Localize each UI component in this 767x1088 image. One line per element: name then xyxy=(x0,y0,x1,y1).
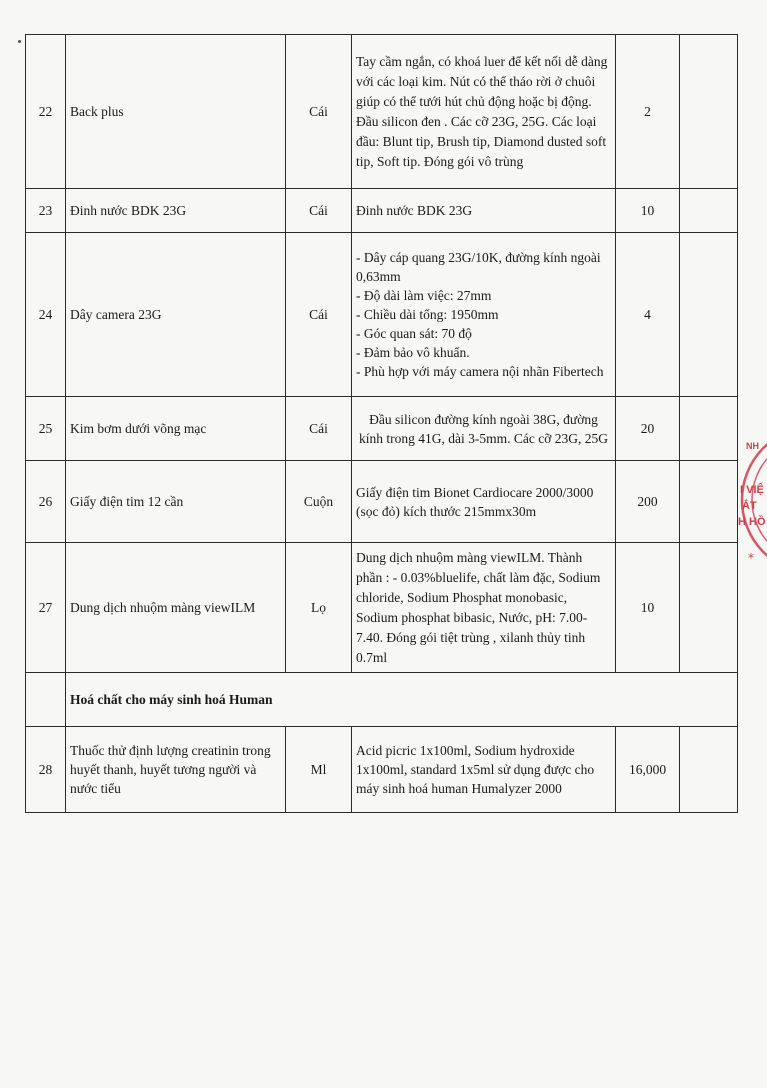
item-unit: Cuộn xyxy=(286,461,352,543)
row-number: 23 xyxy=(26,189,66,233)
item-name: Kim bơm dưới võng mạc xyxy=(66,397,286,461)
item-quantity: 200 xyxy=(616,461,680,543)
seal-text: I VIỆ xyxy=(740,484,764,496)
item-quantity: 10 xyxy=(616,543,680,673)
item-quantity: 2 xyxy=(616,35,680,189)
item-spec: Đinh nước BDK 23G xyxy=(352,189,616,233)
row-number: 25 xyxy=(26,397,66,461)
spec-line: - Chiều dài tổng: 1950mm xyxy=(356,307,499,322)
item-name: Dung dịch nhuộm màng viewILM xyxy=(66,543,286,673)
scan-speck xyxy=(18,40,21,43)
seal-text: H HỒ xyxy=(738,516,766,528)
item-unit: Ml xyxy=(286,727,352,813)
empty-cell xyxy=(680,461,738,543)
item-quantity: 4 xyxy=(616,233,680,397)
item-unit: Cái xyxy=(286,189,352,233)
seal-text: ẮT xyxy=(742,500,757,512)
empty-cell xyxy=(680,35,738,189)
table-row xyxy=(26,397,738,461)
table-row xyxy=(26,543,738,673)
item-unit: Cái xyxy=(286,233,352,397)
empty-cell xyxy=(680,727,738,813)
spec-line: - Dây cáp quang 23G/10K, đường kính ngoài 0,63mm xyxy=(356,250,601,284)
item-spec: Acid picric 1x100ml, Sodium hydroxide 1x100ml, standard 1x5ml sử dụng được cho máy sinh hoá human Humalyzer 2000 xyxy=(352,727,616,813)
table-row xyxy=(26,189,738,233)
empty-cell xyxy=(680,397,738,461)
section-heading: Hoá chất cho máy sinh hoá Human xyxy=(66,673,738,727)
table-row xyxy=(26,461,738,543)
empty-cell xyxy=(680,233,738,397)
row-number: 24 xyxy=(26,233,66,397)
spec-line: - Phù hợp với máy camera nội nhãn Fibertech xyxy=(356,364,604,379)
empty-cell xyxy=(680,189,738,233)
svg-text:*: * xyxy=(748,551,754,565)
empty-cell xyxy=(26,673,66,727)
row-number: 26 xyxy=(26,461,66,543)
item-spec xyxy=(352,233,616,397)
item-unit: Lọ xyxy=(286,543,352,673)
item-name: Dây camera 23G xyxy=(66,233,286,397)
item-quantity: 20 xyxy=(616,397,680,461)
spec-line: - Độ dài làm việc: 27mm xyxy=(356,288,492,303)
item-spec: Đầu silicon đường kính ngoài 38G, đường kính trong 41G, dài 3-5mm. Các cỡ 23G, 25G xyxy=(352,397,616,461)
table-row xyxy=(26,35,738,189)
row-number: 27 xyxy=(26,543,66,673)
table-row xyxy=(26,727,738,813)
item-name: Thuốc thử định lượng creatinin trong huyết thanh, huyết tương người và nước tiểu xyxy=(66,727,286,813)
empty-cell xyxy=(680,543,738,673)
row-number: 22 xyxy=(26,35,66,189)
section-row xyxy=(26,673,738,727)
item-spec: Tay cầm ngắn, có khoá luer để kết nối dễ dàng với các loại kim. Nút có thể tháo rời ở chuôi giúp có thể tưới hút chủ động hoặc bị động. Đầu silicon đen . Các cỡ 23G, 25G. Các loại đầu: Blunt tip, Brush tip, Diamond dusted soft tip, Soft tip. Đóng gói vô trùng xyxy=(352,35,616,189)
item-unit: Cái xyxy=(286,397,352,461)
item-name: Back plus xyxy=(66,35,286,189)
row-number: 28 xyxy=(26,727,66,813)
spec-line: - Đảm bảo vô khuẩn. xyxy=(356,345,470,360)
table-row xyxy=(26,233,738,397)
spec-line: - Góc quan sát: 70 độ xyxy=(356,326,472,341)
hospital-seal xyxy=(736,420,767,580)
item-name: Đinh nước BDK 23G xyxy=(66,189,286,233)
item-spec: Dung dịch nhuộm màng viewILM. Thành phần : - 0.03%bluelife, chất làm đặc, Sodium chloride, Sodium Phosphat monobasic, Sodium phosphat bibasic, Nước, pH: 7.00-7.40. Đóng gói tiệt trùng , xilanh thủy tinh 0.7ml xyxy=(352,543,616,673)
seal-text: NH xyxy=(746,441,759,451)
item-quantity: 16,000 xyxy=(616,727,680,813)
item-name: Giấy điện tim 12 cần xyxy=(66,461,286,543)
item-quantity: 10 xyxy=(616,189,680,233)
supply-table xyxy=(25,34,738,813)
item-spec: Giấy điện tim Bionet Cardiocare 2000/3000 (sọc đỏ) kích thước 215mmx30m xyxy=(352,461,616,543)
item-unit: Cái xyxy=(286,35,352,189)
